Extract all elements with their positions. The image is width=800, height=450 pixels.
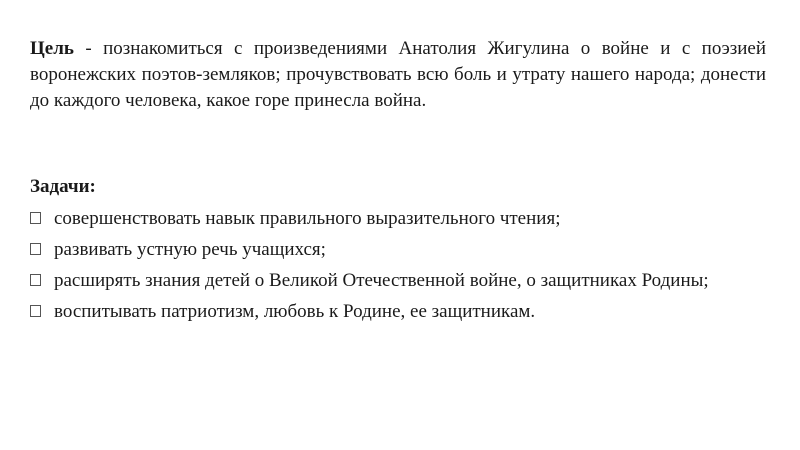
- task-text: совершенствовать навык правильного выразительного чтения;: [54, 208, 561, 229]
- list-item: [30, 265, 766, 296]
- tasks-list: [30, 203, 766, 327]
- task-text: воспитывать патриотизм, любовь к Родине, ее защитникам.: [54, 301, 536, 322]
- goal-text: - познакомиться с произведениями Анатолия Жигулина о войне и с поэзией воронежских поэтов-земляков; прочувствовать всю боль и утрату нашего народа; донести до каждого человека, какое горе принесла война.: [30, 38, 766, 111]
- bullet-box-icon: [30, 274, 41, 286]
- tasks-title: Задачи:: [30, 176, 96, 197]
- task-text: расширять знания детей о Великой Отечественной войне, о защитниках Родины;: [54, 270, 709, 291]
- bullet-box-icon: [30, 243, 41, 255]
- task-text: развивать устную речь учащихся;: [54, 239, 326, 260]
- bullet-box-icon: [30, 305, 41, 317]
- bullet-box-icon: [30, 212, 41, 224]
- goal-paragraph: [30, 36, 766, 114]
- goal-label: Цель: [30, 38, 74, 59]
- list-item: [30, 203, 766, 234]
- list-item: [30, 296, 766, 327]
- list-item: [30, 234, 766, 265]
